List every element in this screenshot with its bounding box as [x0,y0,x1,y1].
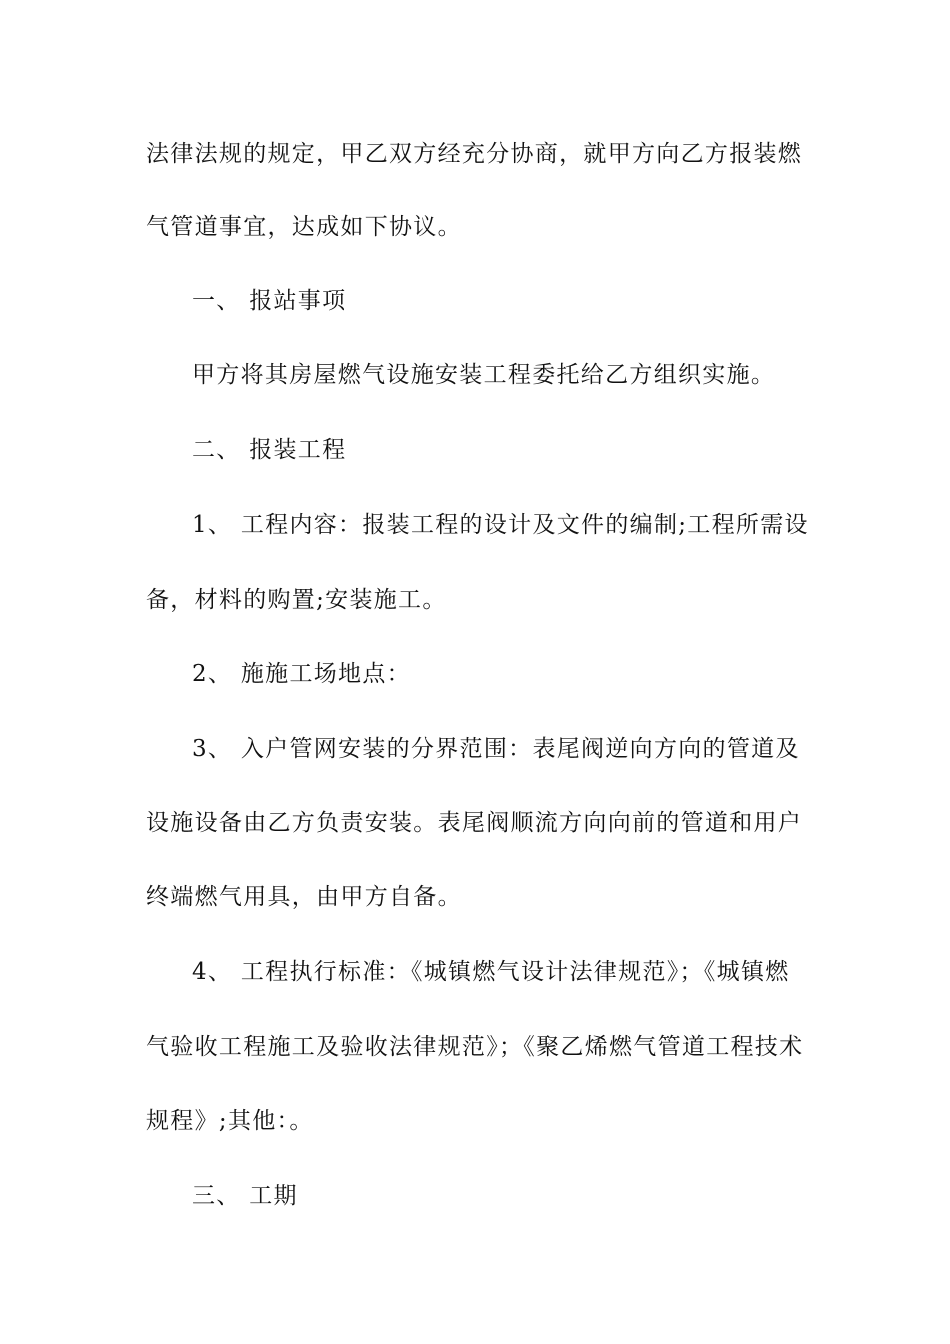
paragraph-line: 法律法规的规定，甲乙双方经充分协商，就甲方向乙方报装燃 [146,141,803,167]
list-item-line: 2、 施施工场地点： [192,661,411,687]
paragraph-line: 设施设备由乙方负责安装。表尾阀顺流方向向前的管道和用户 [146,810,803,836]
paragraph-line: 气验收工程施工及验收法律规范》；《聚乙烯燃气管道工程技术 [146,1034,804,1060]
paragraph-line: 备，材料的购置;安装施工。 [146,587,447,613]
section-heading: 三、 工期 [192,1183,298,1209]
section-heading: 二、 报装工程 [192,437,347,463]
paragraph-line: 终端燃气用具，由甲方自备。 [146,884,462,910]
list-item-line: 4、 工程执行标准：《城镇燃气设计法律规范》；《城镇燃 [192,959,790,985]
list-item-line: 3、 入户管网安装的分界范围：表尾阀逆向方向的管道及 [192,736,800,762]
paragraph-line: 规程》;其他：。 [146,1108,314,1134]
paragraph-line: 气管道事宜，达成如下协议。 [146,214,462,240]
section-heading: 一、 报站事项 [192,288,347,314]
paragraph-line: 甲方将其房屋燃气设施安装工程委托给乙方组织实施。 [192,362,776,388]
list-item-line: 1、 工程内容：报装工程的设计及文件的编制;工程所需设 [192,512,809,538]
